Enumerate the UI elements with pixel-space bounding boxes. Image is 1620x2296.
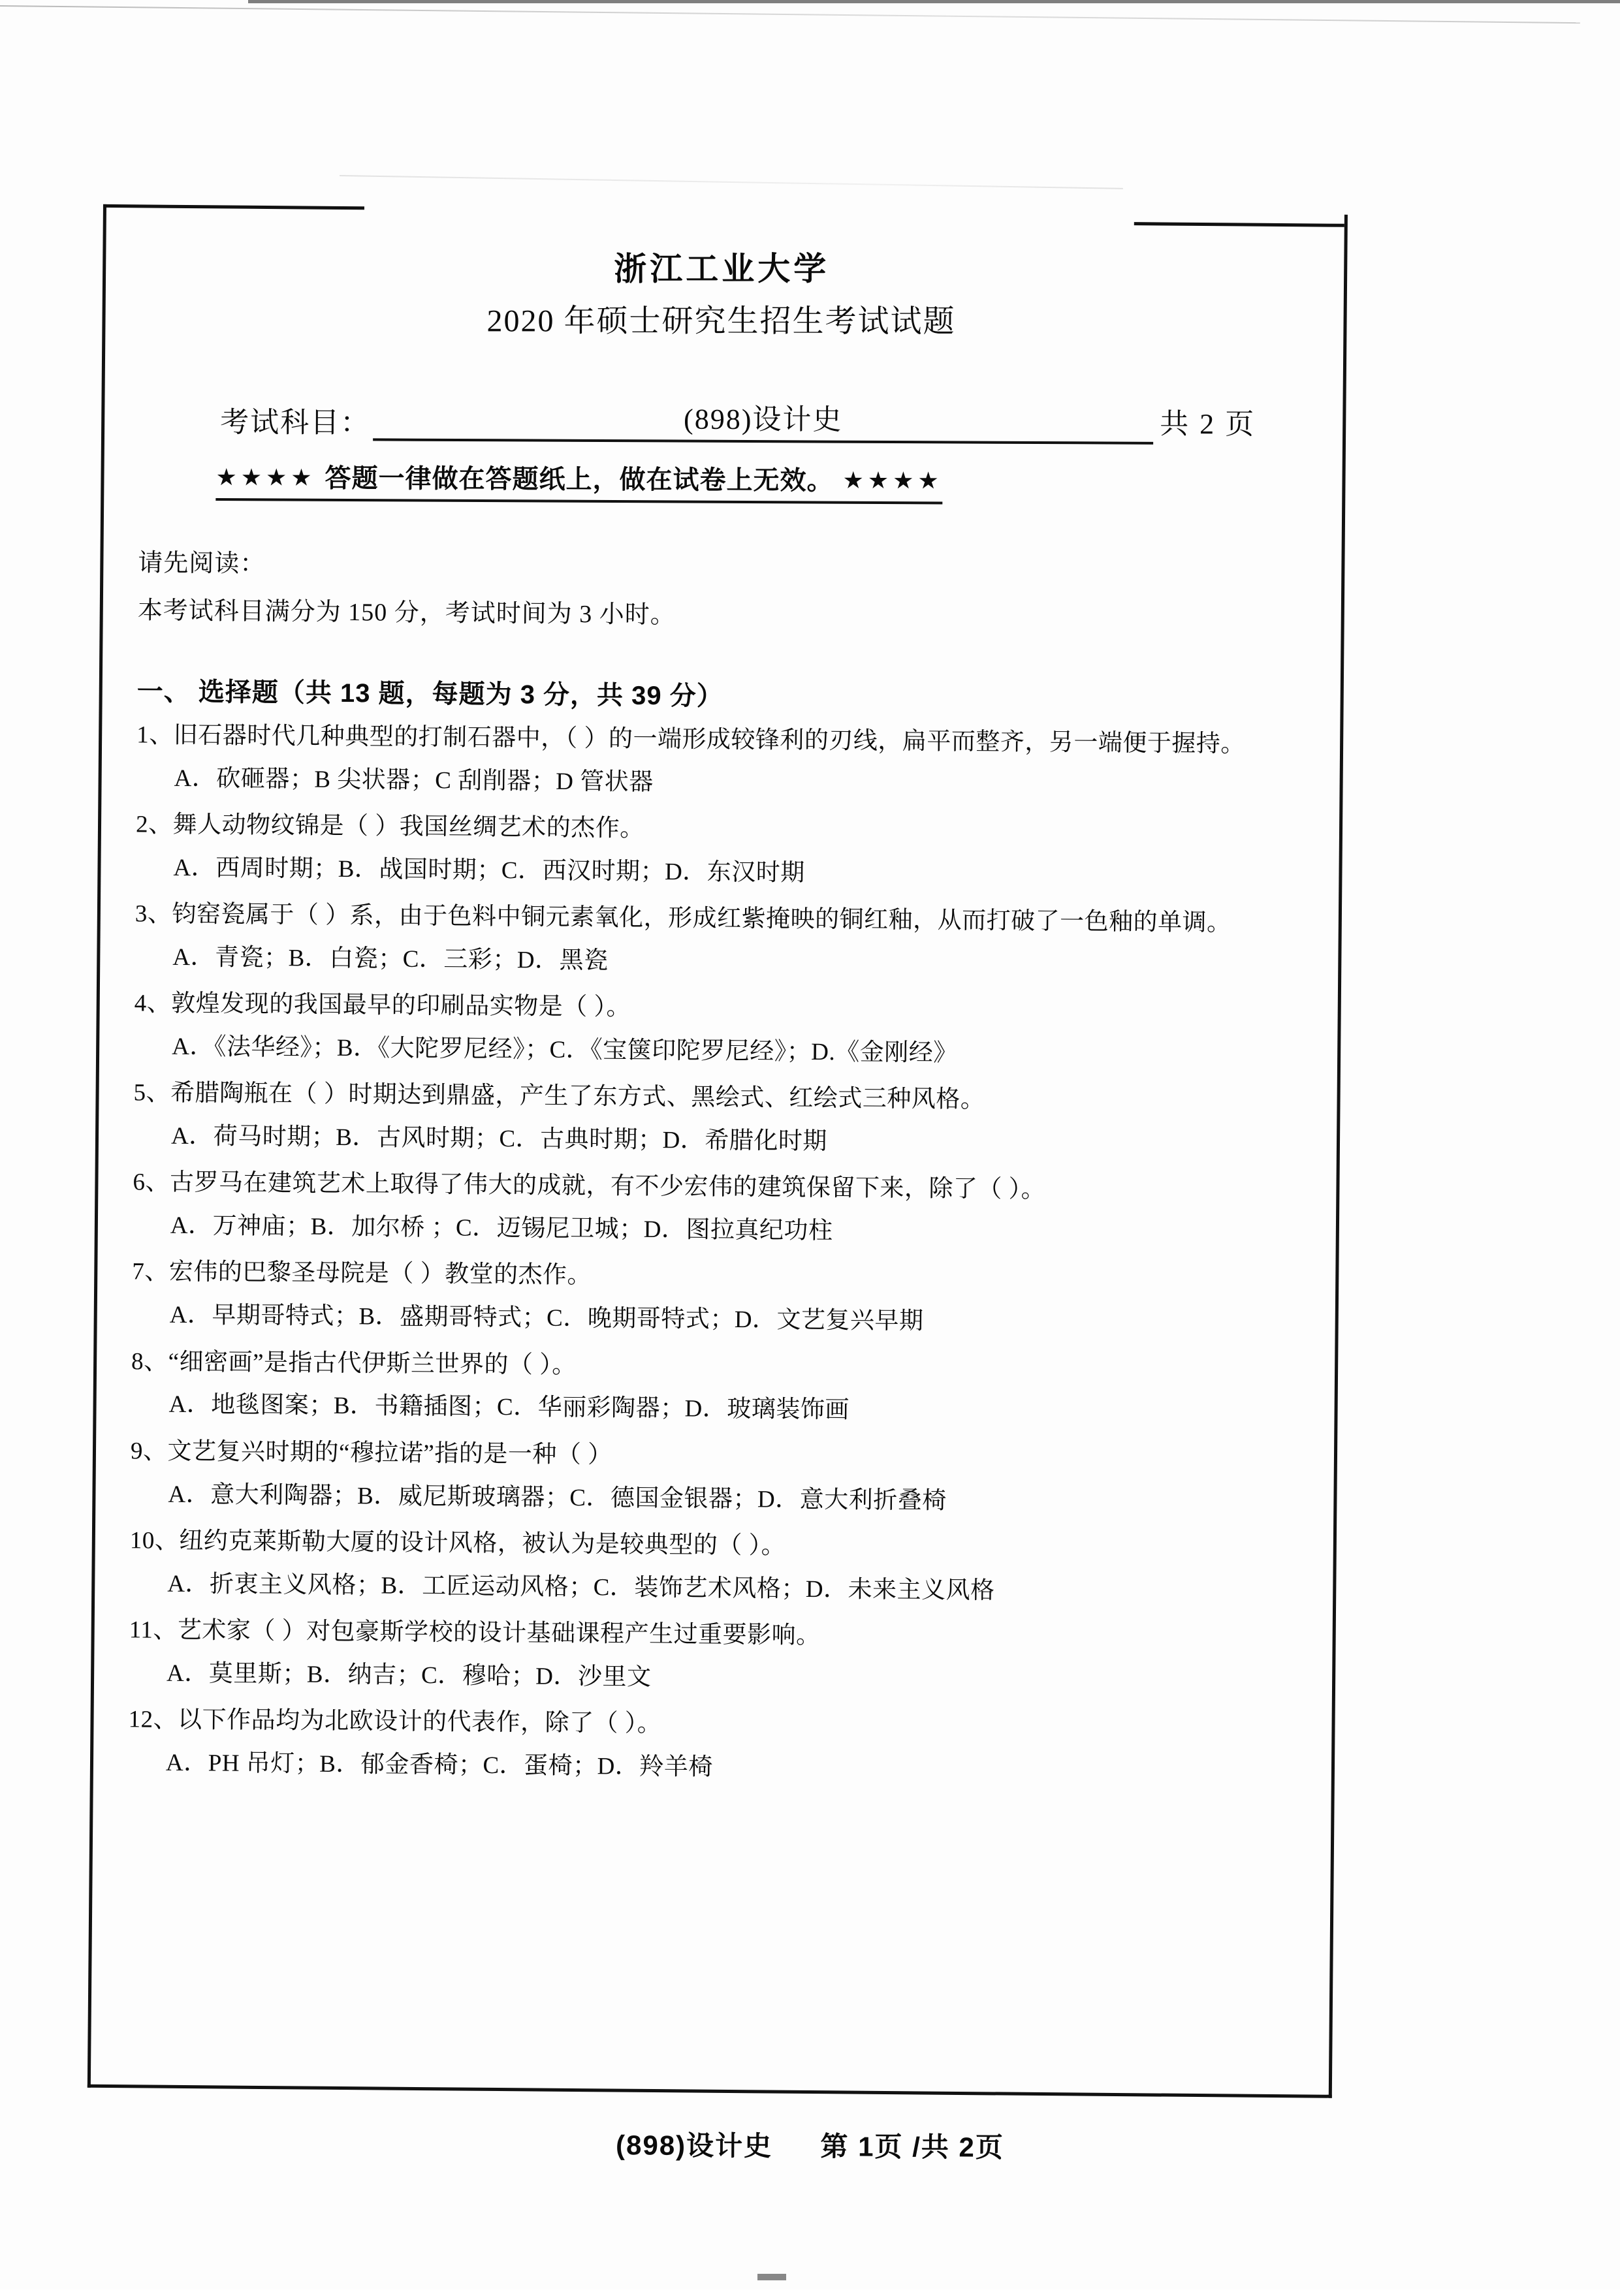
footer-subject: (898)设计史	[616, 2130, 772, 2161]
question-options: A．折衷主义风格；B．工匠运动风格；C．装饰艺术风格；D．未来主义风格	[129, 1564, 1289, 1612]
exam-content	[87, 204, 1341, 2095]
subject-value: (898)设计史	[373, 394, 1153, 444]
question-options: A．荷马时期；B．古风时期；C．古典时期；D．希腊化时期	[133, 1116, 1293, 1165]
question-text: 12、以下作品均为北欧设计的代表作，除了（ ）。	[128, 1700, 1288, 1749]
exam-title: 2020 年硕士研究生招生考试试题	[102, 300, 1340, 343]
read-first-label: 请先阅读：	[138, 544, 1297, 592]
question-text: 11、艺术家（ ）对包豪斯学校的设计基础课程产生过重要影响。	[129, 1611, 1288, 1659]
question-text: 2、舞人动物纹锦是（ ）我国丝绸艺术的杰作。	[136, 805, 1295, 854]
question-text: 6、古罗马在建筑艺术上取得了伟大的成就，有不少宏伟的建筑保留下来，除了（ ）。	[133, 1163, 1292, 1212]
question-text: 4、敦煌发现的我国最早的印刷品实物是（ ）。	[134, 984, 1294, 1033]
question-options: A．PH 吊灯；B．郁金香椅；C．蛋椅；D．羚羊椅	[128, 1743, 1288, 1791]
exam-body	[90, 544, 1339, 1792]
question-text: 5、希腊陶瓶在（ ）时期达到鼎盛，产生了东方式、黑绘式、红绘式三种风格。	[133, 1073, 1293, 1122]
question-options: A．青瓷；B．白瓷；C．三彩；D．黑瓷	[135, 937, 1294, 986]
question-options: A．砍砸器；B 尖状器；C 刮削器；D 管状器	[136, 759, 1295, 807]
title-block	[102, 244, 1341, 347]
question-text: 8、“细密画”是指古代伊斯兰世界的（ ）。	[131, 1342, 1291, 1391]
subject-label: 考试科目：	[220, 398, 370, 441]
question-options: A．莫里斯；B．纳吉；C．穆哈；D．沙里文	[129, 1654, 1288, 1702]
question-text: 1、旧石器时代几种典型的打制石器中，（ ）的一端形成较锋利的刃线，扁平而整齐，另一端便于握持。	[136, 716, 1296, 764]
question-options: A．西周时期；B．战国时期；C．西汉时期；D．东汉时期	[135, 848, 1295, 896]
university-name: 浙江工业大学	[103, 248, 1341, 291]
question-text: 3、钧窑瓷属于（ ）系，由于色料中铜元素氧化，形成红紫掩映的铜红釉，从而打破了一色釉的单调。	[135, 894, 1295, 943]
read-instruction: 本考试科目满分为 150 分，考试时间为 3 小时。	[138, 591, 1297, 640]
notice-row	[101, 456, 1339, 506]
question-options: A．《法华经》；B．《大陀罗尼经》；C．《宝箧印陀罗尼经》；D.《金刚经》	[134, 1027, 1294, 1075]
question-options: A．万神庙；B．加尔桥 ；C．迈锡尼卫城；D．图拉真纪功柱	[133, 1206, 1292, 1255]
star-icon-group-left: ★★★★	[215, 464, 315, 491]
question-options: A．地毯图案；B．书籍插图；C．华丽彩陶器；D．玻璃装饰画	[131, 1385, 1290, 1434]
question-text: 10、纽约克莱斯勒大厦的设计风格，被认为是较典型的（ ）。	[130, 1521, 1290, 1570]
star-icon-group-right: ★★★★	[842, 467, 942, 494]
section-heading-choice: 一、 选择题（共 13 题，每题为 3 分，共 39 分）	[137, 670, 1297, 717]
question-options: A．意大利陶器；B．威尼斯玻璃器；C．德国金银器；D．意大利折叠椅	[130, 1475, 1290, 1523]
subject-row	[101, 392, 1339, 445]
question-text: 7、宏伟的巴黎圣母院是（ ）教堂的杰作。	[132, 1253, 1292, 1302]
question-text: 9、文艺复兴时期的“穆拉诺”指的是一种（ ）	[131, 1432, 1290, 1481]
notice-banner	[215, 457, 943, 504]
footer-page-number: 第 1页 /共 2页	[820, 2131, 1004, 2163]
question-options: A．早期哥特式；B．盛期哥特式；C．晚期哥特式；D．文艺复兴早期	[132, 1296, 1292, 1344]
page-total-label: 共 2 页	[1160, 400, 1256, 445]
notice-text: 答题一律做在答题纸上，做在试卷上无效。	[325, 464, 833, 495]
